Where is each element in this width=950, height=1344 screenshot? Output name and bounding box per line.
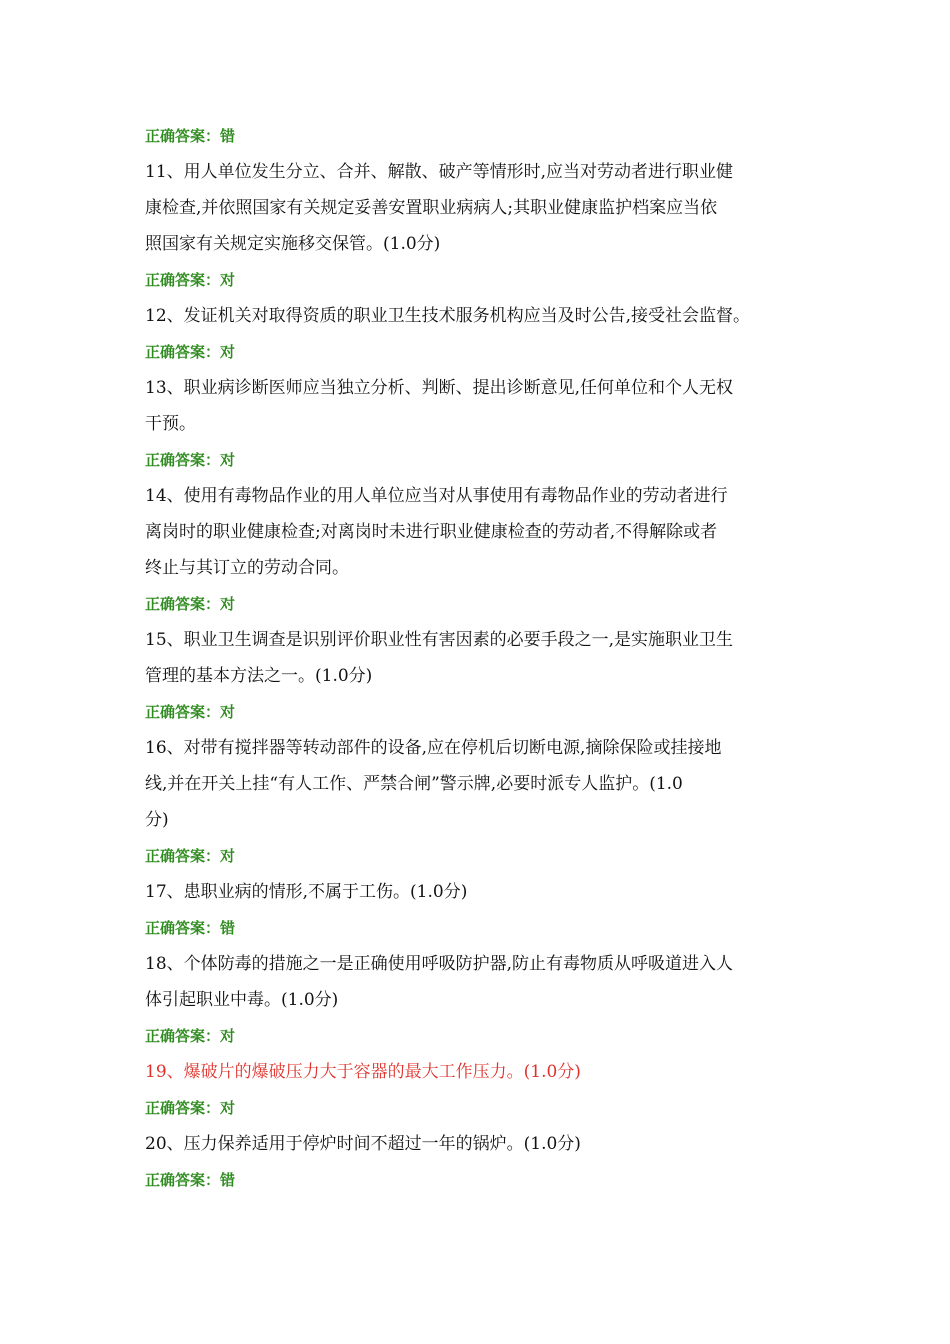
question-text: 分): [145, 810, 169, 830]
answer-label: 正确答案：对: [145, 703, 236, 721]
answer-label: 正确答案：对: [145, 271, 236, 289]
question-text: 13、职业病诊断医师应当独立分析、判断、提出诊断意见,任何单位和个人无权: [145, 378, 734, 398]
question-text: 18、个体防毒的措施之一是正确使用呼吸防护器,防止有毒物质从呼吸道进入人: [145, 954, 734, 974]
answer-label: 正确答案：对: [145, 1027, 236, 1045]
question-text: 16、对带有搅拌器等转动部件的设备,应在停机后切断电源,摘除保险或挂接地: [145, 738, 722, 758]
question-text: 管理的基本方法之一。(1.0分): [145, 666, 373, 686]
answer-label: 正确答案：对: [145, 595, 236, 613]
answer-label: 正确答案：对: [145, 451, 236, 469]
highlighted-question-text: 19、爆破片的爆破压力大于容器的最大工作压力。(1.0分): [145, 1062, 581, 1082]
question-text: 14、使用有毒物品作业的用人单位应当对从事使用有毒物品作业的劳动者进行: [145, 486, 728, 506]
answer-label: 正确答案：错: [145, 1171, 236, 1189]
answer-label: 正确答案：对: [145, 1099, 236, 1117]
question-text: 11、用人单位发生分立、合并、解散、破产等情形时,应当对劳动者进行职业健: [145, 162, 734, 182]
answer-label: 正确答案：对: [145, 343, 236, 361]
answer-label: 正确答案：错: [145, 127, 236, 145]
question-text: 20、压力保养适用于停炉时间不超过一年的锅炉。(1.0分): [145, 1134, 581, 1154]
question-list: [145, 118, 825, 1198]
answer-label: 正确答案：错: [145, 919, 236, 937]
question-text: 康检查,并依照国家有关规定妥善安置职业病病人;其职业健康监护档案应当依: [145, 198, 718, 218]
question-text: 离岗时的职业健康检查;对离岗时未进行职业健康检查的劳动者,不得解除或者: [145, 522, 718, 542]
answer-label: 正确答案：对: [145, 847, 236, 865]
question-text: 照国家有关规定实施移交保管。(1.0分): [145, 234, 441, 254]
question-text: 12、发证机关对取得资质的职业卫生技术服务机构应当及时公告,接受社会监督。: [145, 306, 751, 326]
question-text: 终止与其订立的劳动合同。: [145, 558, 349, 578]
question-text: 体引起职业中毒。(1.0分): [145, 990, 339, 1010]
question-text: 15、职业卫生调查是识别评价职业性有害因素的必要手段之一,是实施职业卫生: [145, 630, 734, 650]
question-text: 干预。: [145, 414, 196, 434]
question-text: 17、患职业病的情形,不属于工伤。(1.0分): [145, 882, 468, 902]
question-text: 线,并在开关上挂“有人工作、严禁合闸”警示牌,必要时派专人监护。(1.0: [145, 774, 683, 794]
